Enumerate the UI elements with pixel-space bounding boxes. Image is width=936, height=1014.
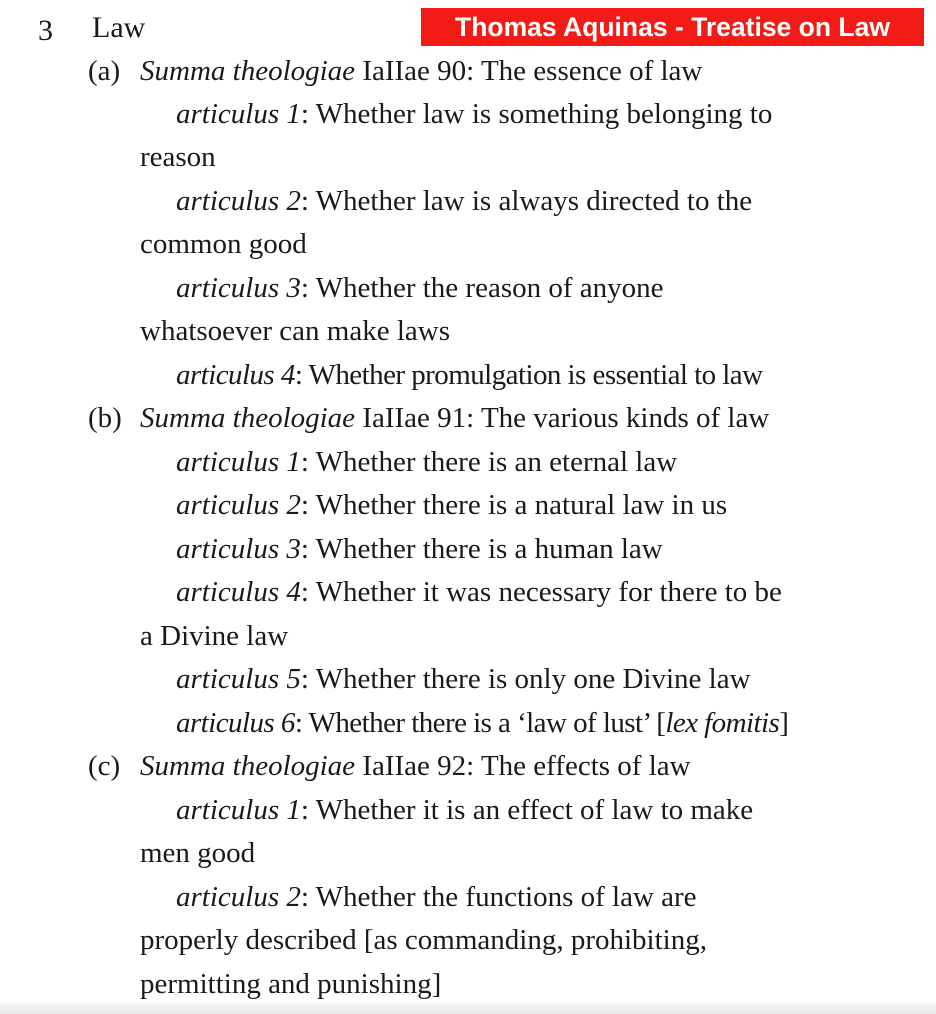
article-line: articulus 3: Whether the reason of anyone bbox=[176, 272, 664, 304]
article-line: articulus 5: Whether there is only one Divine law bbox=[176, 663, 751, 695]
article-number: 3 bbox=[286, 533, 301, 565]
latin-term: lex fomitis bbox=[665, 707, 780, 739]
article-text: Whether there is an eternal law bbox=[315, 446, 678, 478]
bottom-edge-shadow bbox=[0, 1000, 936, 1014]
article-continuation: properly described [as commanding, prohibiting, bbox=[140, 924, 707, 956]
article-number: 1 bbox=[286, 98, 301, 130]
section-number: 90 bbox=[437, 55, 467, 87]
section-heading-b: Summa theologiae IaIIae 91: The various kinds of law bbox=[140, 402, 770, 434]
article-continuation: permitting and punishing] bbox=[140, 968, 442, 1000]
article-text: Whether the functions of law are bbox=[315, 881, 697, 913]
article-number: 4 bbox=[286, 576, 301, 608]
article-continuation: reason bbox=[140, 141, 216, 173]
section-number: 92 bbox=[437, 750, 467, 782]
article-label: articulus bbox=[176, 707, 275, 739]
work-title: Summa theologiae bbox=[140, 402, 356, 434]
work-title: Summa theologiae bbox=[140, 750, 356, 782]
article-text: Whether law is always directed to the bbox=[315, 185, 753, 217]
section-topic: The various kinds of law bbox=[480, 402, 770, 434]
article-line: articulus 2: Whether the functions of law are bbox=[176, 881, 697, 913]
article-label: articulus bbox=[176, 533, 280, 565]
article-number: 1 bbox=[286, 794, 301, 826]
article-line: articulus 2: Whether law is always directed to the bbox=[176, 185, 753, 217]
article-number: 4 bbox=[280, 359, 295, 391]
article-line: articulus 1: Whether there is an eternal law bbox=[176, 446, 678, 478]
article-label: articulus bbox=[176, 272, 280, 304]
section-label-a: (a) bbox=[88, 55, 121, 87]
section-ref: IaIIae bbox=[362, 750, 430, 782]
section-ref: IaIIae bbox=[362, 55, 430, 87]
article-label: articulus bbox=[176, 576, 280, 608]
article-continuation: a Divine law bbox=[140, 620, 289, 652]
chapter-title: Law bbox=[92, 11, 146, 44]
article-line: articulus 6: Whether there is a ‘law of lust’ [lex fomitis] bbox=[176, 707, 789, 739]
closing-bracket: ] bbox=[779, 707, 789, 739]
article-line: articulus 4: Whether it was necessary for there to be bbox=[176, 576, 782, 608]
article-number: 6 bbox=[280, 707, 295, 739]
article-label: articulus bbox=[176, 98, 280, 130]
article-number: 2 bbox=[286, 489, 301, 521]
article-number: 3 bbox=[286, 272, 301, 304]
article-continuation: whatsoever can make laws bbox=[140, 315, 451, 347]
article-number: 1 bbox=[286, 446, 301, 478]
article-text: Whether there is a natural law in us bbox=[315, 489, 728, 521]
article-line: articulus 1: Whether law is something belonging to bbox=[176, 98, 773, 130]
article-number: 2 bbox=[286, 185, 301, 217]
article-text: Whether it was necessary for there to be bbox=[315, 576, 782, 608]
article-continuation: men good bbox=[140, 837, 256, 869]
article-line: articulus 2: Whether there is a natural law in us bbox=[176, 489, 728, 521]
article-text: Whether there is a human law bbox=[315, 533, 663, 565]
work-title: Summa theologiae bbox=[140, 55, 356, 87]
article-number: 5 bbox=[286, 663, 301, 695]
section-label-b: (b) bbox=[88, 402, 122, 434]
article-label: articulus bbox=[176, 489, 280, 521]
article-line: articulus 1: Whether it is an effect of law to make bbox=[176, 794, 754, 826]
article-text: Whether there is a ‘law of lust’ [ bbox=[308, 707, 666, 739]
article-text: Whether it is an effect of law to make bbox=[315, 794, 754, 826]
section-topic: The essence of law bbox=[480, 55, 703, 87]
section-heading-a: Summa theologiae IaIIae 90: The essence of law bbox=[140, 55, 703, 87]
article-label: articulus bbox=[176, 881, 280, 913]
article-label: articulus bbox=[176, 185, 280, 217]
article-label: articulus bbox=[176, 446, 280, 478]
article-label: articulus bbox=[176, 794, 280, 826]
section-label-c: (c) bbox=[88, 750, 121, 782]
section-topic: The effects of law bbox=[480, 750, 691, 782]
article-label: articulus bbox=[176, 359, 275, 391]
article-line: articulus 4: Whether promulgation is essential to law bbox=[176, 359, 763, 391]
article-number: 2 bbox=[286, 881, 301, 913]
article-text: Whether there is only one Divine law bbox=[315, 663, 751, 695]
article-text: Whether law is something belonging to bbox=[315, 98, 773, 130]
title-banner: Thomas Aquinas - Treatise on Law bbox=[421, 8, 924, 46]
article-text: Whether promulgation is essential to law bbox=[308, 359, 763, 391]
section-heading-c: Summa theologiae IaIIae 92: The effects of law bbox=[140, 750, 691, 782]
article-label: articulus bbox=[176, 663, 280, 695]
article-continuation: common good bbox=[140, 228, 307, 260]
article-line: articulus 3: Whether there is a human law bbox=[176, 533, 663, 565]
section-number: 91 bbox=[437, 402, 467, 434]
chapter-number: 3 bbox=[38, 14, 53, 47]
section-ref: IaIIae bbox=[362, 402, 430, 434]
article-text: Whether the reason of anyone bbox=[315, 272, 664, 304]
